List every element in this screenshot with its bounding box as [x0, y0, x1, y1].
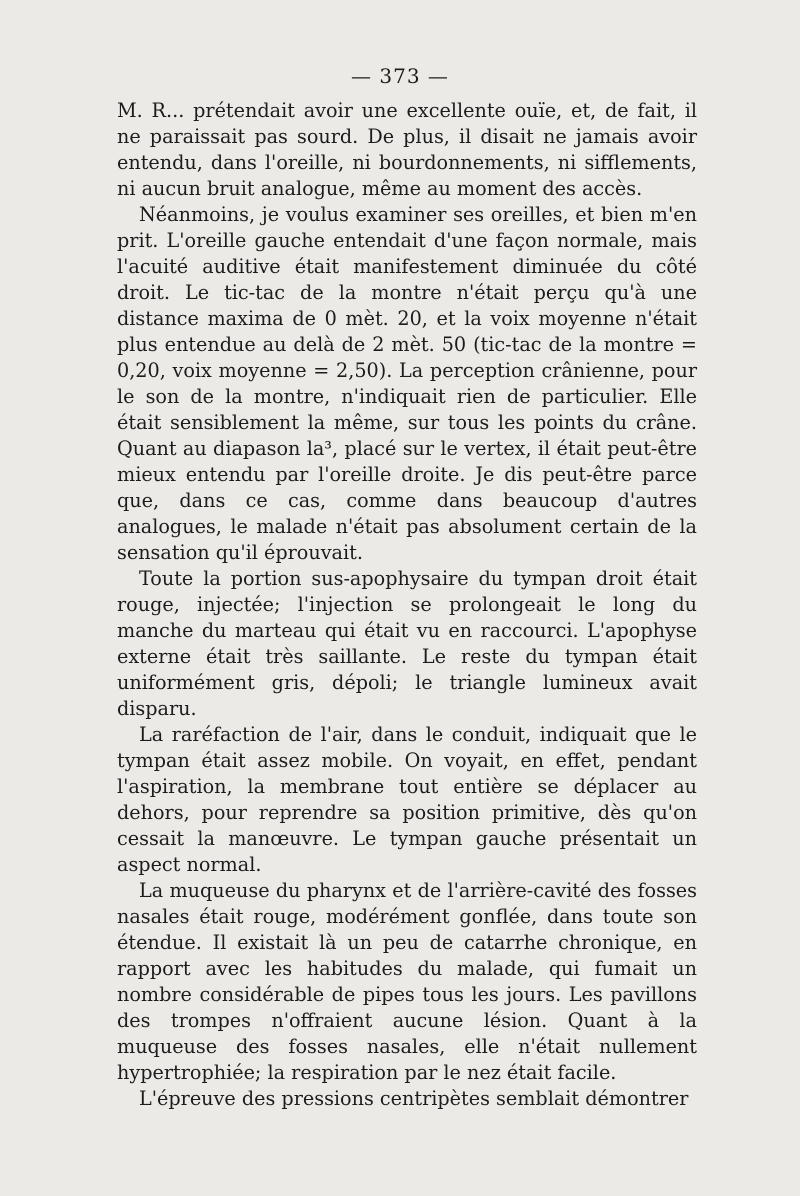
paragraph-3: Toute la portion sus-apophysaire du tympan droit était rouge, injectée; l'injection se prolongeait le long du manche du marteau qui était vu en raccourci. L'apophyse externe était très saillante. Le reste du tympan était uniformément gris, dépoli; le triangle lumineux avait disparu. — [117, 567, 697, 720]
paragraph-4: La raréfaction de l'air, dans le conduit, indiquait que le tympan était assez mobile. On voyait, en effet, pendant l'aspiration, la membrane tout entière se déplacer au dehors, pour reprendre sa position primitive, dès qu'on cessait la manœuvre. Le tympan gauche présentait un aspect normal. — [117, 723, 697, 876]
page-number: — 373 — — [351, 64, 449, 88]
body-text — [117, 98, 697, 1112]
paragraph-6: L'épreuve des pressions centripètes semblait démontrer — [139, 1087, 689, 1110]
paragraph-5: La muqueuse du pharynx et de l'arrière-cavité des fosses nasales était rouge, modérément gonflée, dans toute son étendue. Il existait là un peu de catarrhe chronique, en rapport avec les habitudes du malade, qui fumait un nombre considérable de pipes tous les jours. Les pavillons des trompes n'offraient aucune lésion. Quant à la muqueuse des fosses nasales, elle n'était nullement hypertrophiée; la respiration par le nez était facile. — [117, 879, 697, 1084]
paragraph-1: M. R... prétendait avoir une excellente ouïe, et, de fait, il ne paraissait pas sourd. De plus, il disait ne jamais avoir entendu, dans l'oreille, ni bourdonnements, ni sifflements, ni aucun bruit analogue, même au moment des accès. — [117, 99, 697, 200]
paragraph-2: Néanmoins, je voulus examiner ses oreilles, et bien m'en prit. L'oreille gauche entendait d'une façon normale, mais l'acuité auditive était manifestement diminuée du côté droit. Le tic-tac de la montre n'était perçu qu'à une distance maxima de 0 mèt. 20, et la voix moyenne n'était plus entendue au delà de 2 mèt. 50 (tic-tac de la montre = 0,20, voix moyenne = 2,50). La perception crânienne, pour le son de la montre, n'indiquait rien de particulier. Elle était sensiblement la même, sur tous les points du crâne. Quant au diapason la³, placé sur le vertex, il était peut-être mieux entendu par l'oreille droite. Je dis peut-être parce que, dans ce cas, comme dans beaucoup d'autres analogues, le malade n'était pas absolument certain de la sensation qu'il éprouvait. — [117, 203, 697, 564]
